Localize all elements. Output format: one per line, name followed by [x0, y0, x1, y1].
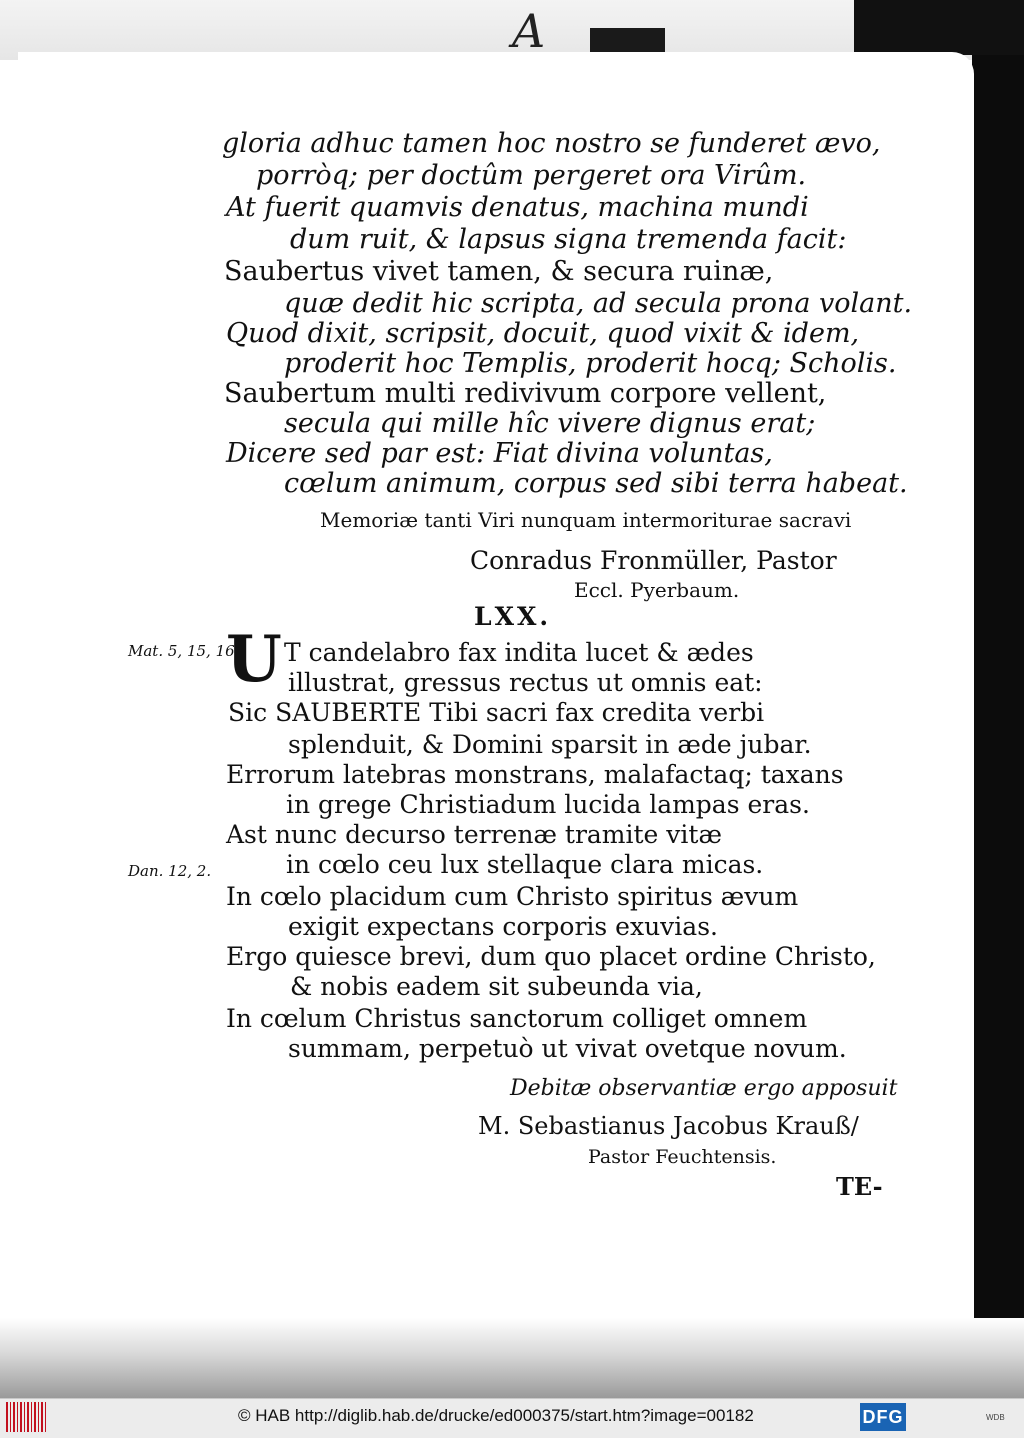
author-one-place: Eccl. Pyerbaum.	[574, 578, 740, 602]
author-one-name: Conradus Fronmüller, Pastor	[470, 546, 837, 575]
poem-two-line: illustrat, gressus rectus ut omnis eat:	[288, 668, 763, 697]
poem-two-line: summam, perpetuò ut vivat ovetque novum.	[288, 1034, 847, 1063]
poem-one-line: cœlum animum, corpus sed sibi terra habeat.	[284, 468, 908, 499]
poem-two-line: in grege Christiadum lucida lampas eras.	[286, 790, 810, 819]
poem-two-line: Ast nunc decurso terrenæ tramite vitæ	[226, 820, 722, 849]
poem-one-line: gloria adhuc tamen hoc nostro se funderet ævo,	[222, 128, 881, 159]
dfg-logo: DFG	[860, 1403, 906, 1431]
copyright-link[interactable]: © HAB http://diglib.hab.de/drucke/ed000375/start.htm?image=00182	[238, 1406, 754, 1425]
poem-one-line: quæ dedit hic scripta, ad secula prona volant.	[284, 288, 913, 319]
poem-one-line: Saubertum multi redivivum corpore vellent,	[224, 378, 827, 409]
handwritten-corner-mark: A	[512, 4, 546, 58]
poem-two-line: Ergo quiesce brevi, dum quo placet ordine Christo,	[226, 942, 876, 971]
poem-two-line: splenduit, & Domini sparsit in æde jubar.	[288, 730, 812, 759]
poem-two-line: & nobis eadem sit subeunda via,	[290, 972, 703, 1001]
scan-dark-border	[854, 0, 1024, 55]
poem-one-line: secula qui mille hîc vivere dignus erat;	[284, 408, 816, 439]
dedication-one: Memoriæ tanti Viri nunquam intermoriturae sacravi	[320, 508, 852, 532]
dedication-two: Debitæ observantiæ ergo apposuit	[510, 1076, 898, 1101]
poem-one-line: At fuerit quamvis denatus, machina mundi	[226, 192, 809, 223]
poem-one-line: dum ruit, & lapsus signa tremenda facit:	[290, 224, 847, 255]
poem-two-line: Errorum latebras monstrans, malafactaq; taxans	[226, 760, 844, 789]
poem-one-line: Quod dixit, scripsit, docuit, quod vixit & idem,	[226, 318, 860, 349]
poem-one-line: proderit hoc Templis, proderit hocq; Scholis.	[284, 348, 897, 379]
poem-two-line: T candelabro fax indita lucet & ædes	[284, 638, 754, 667]
poem-two-line: In cœlo placidum cum Christo spiritus ævum	[226, 882, 799, 911]
poem-two-line: In cœlum Christus sanctorum colliget omnem	[226, 1004, 808, 1033]
poem-one-line: Saubertus vivet tamen, & secura ruinæ,	[224, 256, 774, 287]
margin-note-scripture: Dan. 12, 2.	[128, 862, 212, 880]
section-number: LXX.	[474, 602, 552, 631]
poem-two-line: in cœlo ceu lux stellaque clara micas.	[286, 850, 764, 879]
barcode-icon	[6, 1402, 48, 1432]
poem-one-line: porròq; per doctûm pergeret ora Virûm.	[256, 160, 807, 191]
poem-one-line: Dicere sed par est: Fiat divina voluntas,	[226, 438, 773, 469]
drop-cap: U	[226, 622, 282, 697]
poem-two-line: exigit expectans corporis exuvias.	[288, 912, 718, 941]
author-two-place: Pastor Feuchtensis.	[588, 1146, 777, 1168]
author-two-name: M. Sebastianus Jacobus Krauß/	[478, 1112, 859, 1140]
wdb-tag: WDB	[986, 1413, 1005, 1422]
poem-two-line: Sic SAUBERTE Tibi sacri fax credita verbi	[228, 698, 765, 727]
margin-note-scripture: Mat. 5, 15, 16	[128, 642, 235, 660]
scan-right-border	[972, 55, 1024, 1385]
catchword: TE-	[836, 1172, 883, 1201]
scan-bottom-edge	[0, 1318, 1024, 1398]
